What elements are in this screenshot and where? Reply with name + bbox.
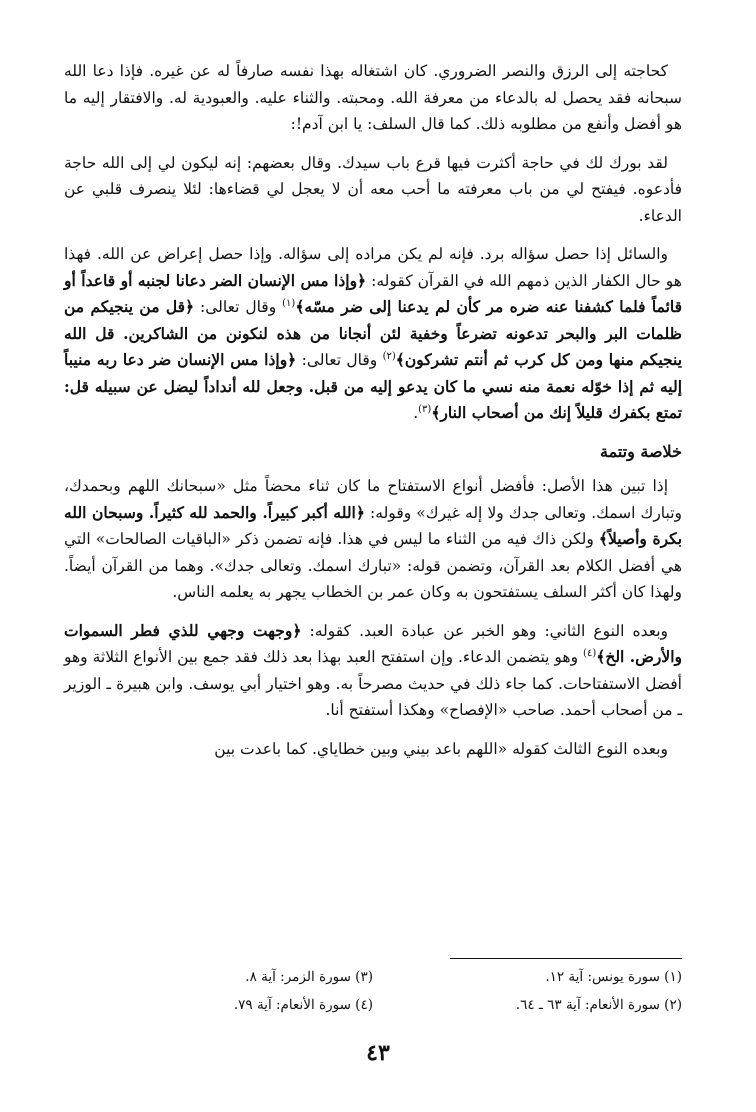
paragraph-4 xyxy=(64,473,682,606)
text-run: وهو يتضمن الدعاء. وإن استفتح العبد بهذا بعد ذلك فقد جمع بين الأنواع الثلاثة وهو أفضل الاستفتاحات. كما جاء ذلك في حديث مصرحاً به. وهو اختيار أبي يوسف. وابن هبيرة ـ الوزير ـ من أصحاب أحمد. صاحب «الإفصاح» وهكذا أستفتح أنا. xyxy=(64,648,682,719)
footnote-2: (٢) سورة الأنعام: آية ٦٣ ـ ٦٤. xyxy=(515,997,682,1013)
main-text xyxy=(64,58,682,774)
text-run: إذا تبين هذا الأصل: فأفضل أنواع الاستفتاح ما كان ثناء محضاً مثل «سبحانك اللهم وبحمدك، وتبارك اسمك. وتعالى جدك ولا إله غيرك» وقوله: xyxy=(64,477,683,522)
footnote-1: (١) سورة يونس: آية ١٢. xyxy=(545,969,682,985)
footnote-ref: (١) xyxy=(282,297,296,309)
text-run: وبعده النوع الثاني: وهو الخبر عن عبادة العبد. كقوله: xyxy=(301,621,669,640)
text-run: والسائل إذا حصل سؤاله برد. فإنه لم يكن مراده إلى سؤاله. وإذا حصل إعراض عن الله. فهذا هو حال الكفار الذين ذمهم الله في القرآن كقوله: xyxy=(64,245,682,290)
quran-verse: ﴿وإذا مس الإنسان ضر دعا ربه منيباً إليه ثم إذا خوّله نعمة منه نسي ما كان يدعو إليه من قبل. وجعل لله أنداداً ليضل عن سبيله قل: تمتع بكفرك قليلاً إنك من أصحاب النار﴾ xyxy=(64,350,682,422)
paragraph-3 xyxy=(64,241,682,427)
quran-verse: ﴿قل من ينجيكم من ظلمات البر والبحر تدعونه تضرعاً وخفية لئن أنجانا من هذه لنكونن من الشاكرين. قل الله ينجيكم منها ومن كل كرب ثم أنتم تشركون﴾ xyxy=(64,297,683,369)
page-number: ٤٣ xyxy=(366,1040,390,1066)
footnote-divider xyxy=(450,958,682,959)
text-run: . xyxy=(413,404,419,422)
footnote-ref: (٢) xyxy=(382,350,396,362)
paragraph-2: لقد بورك لك في حاجة أكثرت فيها قرع باب سيدك. وقال بعضهم: إنه ليكون لي إلى الله حاجة فأدعوه. فيفتح لي من باب معرفته ما أحب معه أن لا يعجل لي قضاءها: لئلا ينصرف قلبي عن الدعاء. xyxy=(64,153,682,225)
footnote-4: (٤) سورة الأنعام: آية ٧٩. xyxy=(233,997,373,1013)
text-run: وقال تعالى: xyxy=(194,298,283,316)
footnote-ref: (٤) xyxy=(583,647,597,659)
quran-verse: ﴿الله أكبر كبيراً. والحمد لله كثيراً. وسبحان الله بكرة وأصيلاً﴾ xyxy=(64,502,683,548)
section-heading: خلاصة وتتمة xyxy=(599,441,682,461)
text-run: وقال تعالى: xyxy=(296,351,383,369)
paragraph-5 xyxy=(64,618,682,724)
quran-verse: ﴿وجهت وجهي للذي فطر السموات والأرض. الخ﴾ xyxy=(64,620,683,666)
quran-verse: ﴿وإذا مس الإنسان الضر دعانا لجنبه أو قاعداً أو قائماً فلما كشفنا عنه ضره مر كأن لم يدعنا إلى ضر مسّه﴾ xyxy=(64,270,683,316)
footnote-3: (٣) سورة الزمر: آية ٨. xyxy=(245,969,373,985)
text-run: ولكن ذاك فيه من الثناء ما ليس في هذا. فإنه تضمن ذكر «الباقيات الصالحات» التي هي أفضل الكلام بعد القرآن، وتضمن قوله: «تبارك اسمك. وتعالى جدك». وهما من القرآن أيضاً. ولهذا كان أكثر السلف يستفتحون به وكان عمر بن الخطاب يجهر به يعلمه الناس. xyxy=(64,530,682,601)
footnote-ref: (٣) xyxy=(418,403,432,415)
footnotes xyxy=(64,966,682,1016)
paragraph-1: كحاجته إلى الرزق والنصر الضروري. كان اشتغاله بهذا نفسه صارفاً له عن غيره. فإذا دعا الله سبحانه فقد يحصل له بالدعاء من معرفة الله. ومحبته. والثناء عليه. والعبودية له. والافتقار إليه ما هو أفضل وأنفع من مطلوبه ذلك. كما قال السلف: يا ابن آدم!: xyxy=(64,62,682,133)
paragraph-6: وبعده النوع الثالث كقوله «اللهم باعد بيني وبين خطاياي. كما باعدت بين xyxy=(214,739,668,758)
